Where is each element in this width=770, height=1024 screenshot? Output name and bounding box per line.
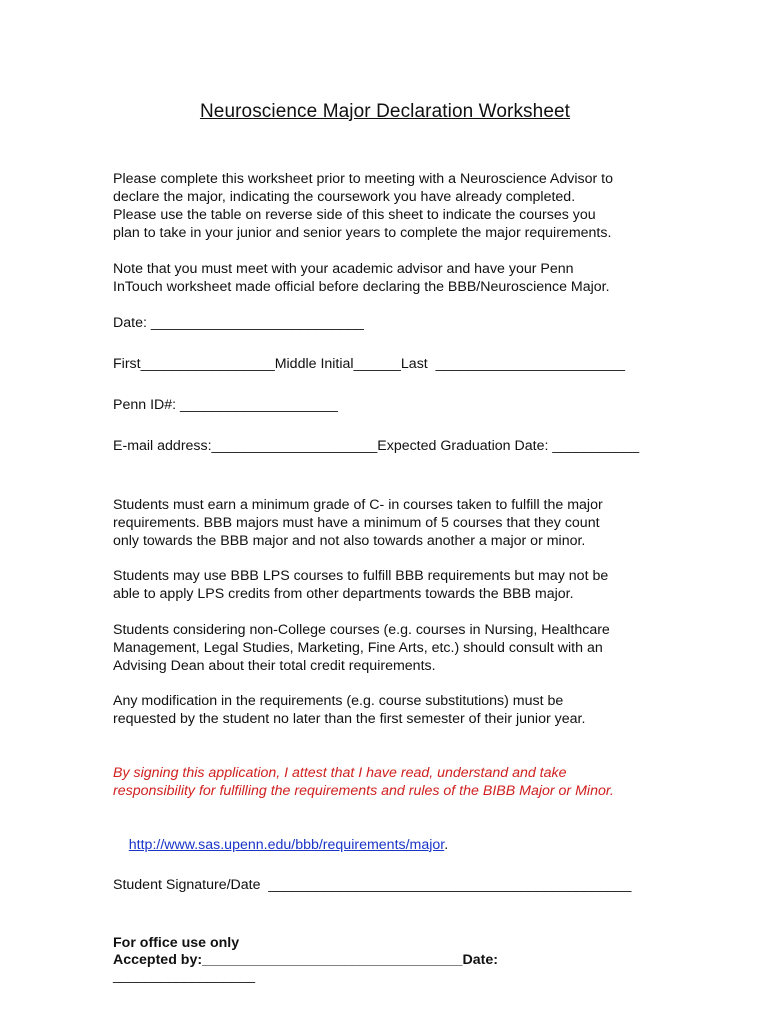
rule-paragraph-modification: Any modification in the requirements (e.g. course substitutions) must be requested by the student no later than the first semester of their junior year. [113, 693, 586, 727]
accepted-date-line[interactable]: __________________ [113, 968, 256, 984]
rule-paragraph-non-college: Students considering non-College courses (e.g. courses in Nursing, Healthcare Management, Legal Studies, Marketing, Fine Arts, etc.) should consult with an Advising Dean about their total credit requirements. [113, 622, 610, 674]
intro-paragraph: Please complete this worksheet prior to meeting with a Neuroscience Advisor to declare the major, indicating the coursework you have already completed. Please use the table on reverse side of this sheet to indicate the courses you plan to take in your junior and senior years to complete the major requirements. [113, 171, 613, 241]
page-title: Neuroscience Major Declaration Worksheet [199, 101, 571, 122]
advisor-note-paragraph: Note that you must meet with your academic advisor and have your Penn InTouch worksheet made official before declaring the BBB/Neuroscience Major. [113, 261, 610, 295]
name-fields[interactable]: First_________________Middle Initial______Last ________________________ [113, 356, 625, 372]
date-field[interactable]: Date: ___________________________ [113, 315, 364, 331]
student-signature-field[interactable]: Student Signature/Date ______________________________________________ [113, 877, 632, 893]
penn-id-field[interactable]: Penn ID#: ____________________ [113, 397, 338, 413]
requirements-link[interactable]: http://www.sas.upenn.edu/bbb/requirements/major [128, 837, 445, 853]
accepted-by-field[interactable]: Accepted by:_________________________________Date: [113, 952, 498, 968]
rule-paragraph-lps: Students may use BBB LPS courses to fulfill BBB requirements but may not be able to apply LPS credits from other departments towards the BBB major. [113, 568, 609, 602]
office-use-heading: For office use only [113, 935, 240, 951]
requirements-link-line [113, 818, 448, 872]
link-period: . [444, 837, 449, 853]
rule-paragraph-grades: Students must earn a minimum grade of C- in courses taken to fulfill the major requirements. BBB majors must have a minimum of 5 courses that they count only towards the BBB major and not also towards another a major or minor. [113, 497, 603, 549]
email-graduation-fields[interactable]: E-mail address:_____________________Expected Graduation Date: ___________ [113, 438, 640, 454]
attestation-statement: By signing this application, I attest that I have read, understand and take responsibility for fulfilling the requirements and rules of the BIBB Major or Minor. [113, 765, 614, 799]
